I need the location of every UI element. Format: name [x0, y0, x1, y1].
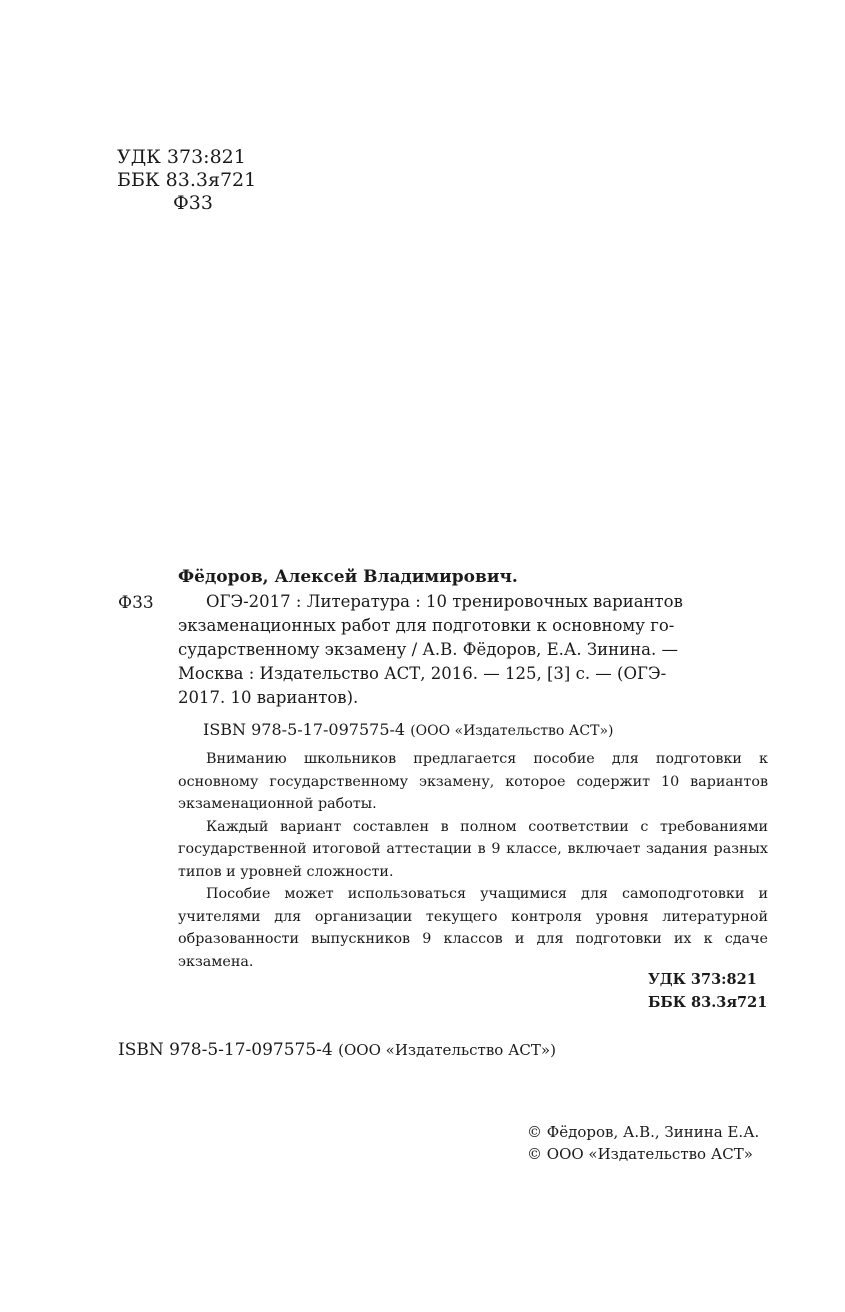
classification-codes-right: [648, 968, 767, 1014]
bbk-code: ББК 83.3я721: [117, 169, 257, 191]
isbn-number: ISBN 978-5-17-097575-4: [203, 720, 406, 739]
author-sign: Ф33: [173, 192, 213, 214]
annotation-paragraph: Вниманию школьников предлагается пособие для подготовки к основному государственному экзамену, которое содержит 10 вариантов экзаменационной работы.: [178, 751, 768, 812]
udk-code: УДК 373:821: [648, 971, 757, 988]
description-line: ОГЭ-2017 : Литература : 10 тренировочных вариантов: [206, 592, 683, 611]
copyright-authors: © Фёдоров, А.В., Зинина Е.А.: [527, 1123, 760, 1141]
description-line: Москва : Издательство АСТ, 2016. — 125, [3] с. — (ОГЭ-: [178, 664, 667, 683]
record-author: Фёдоров, Алексей Владимирович.: [178, 567, 518, 587]
record-isbn: [203, 720, 613, 739]
udk-code: УДК 373:821: [117, 146, 246, 168]
description-line: экзаменационных работ для подготовки к основному го-: [178, 616, 675, 635]
annotation: [178, 748, 768, 973]
copyright-publisher: © ООО «Издательство АСТ»: [527, 1145, 753, 1163]
isbn-publisher: (ООО «Издательство АСТ»): [410, 723, 614, 739]
bbk-code: ББК 83.3я721: [648, 994, 768, 1011]
copyright-block: [527, 1121, 759, 1165]
annotation-paragraph: Пособие может использоваться учащимися для самоподготовки и учителями для организации текущего контроля уровня литературной образованности выпускников 9 классов и для подготовки их к сдаче экзамена.: [178, 886, 768, 970]
isbn-publisher: (ООО «Издательство АСТ»): [338, 1041, 556, 1059]
isbn-line: [118, 1040, 556, 1060]
bibliographic-description: [178, 590, 768, 710]
description-line: 2017. 10 вариантов).: [178, 688, 359, 707]
record-author-sign: Ф33: [118, 593, 154, 613]
description-line: сударственному экзамену / А.В. Фёдоров, Е.А. Зинина. —: [178, 640, 678, 659]
annotation-paragraph: Каждый вариант составлен в полном соответствии с требованиями государственной итоговой аттестации в 9 классе, включает задания разных типов и уровней сложности.: [178, 818, 768, 880]
classification-codes: [117, 146, 256, 215]
isbn-number: ISBN 978-5-17-097575-4: [118, 1040, 333, 1060]
